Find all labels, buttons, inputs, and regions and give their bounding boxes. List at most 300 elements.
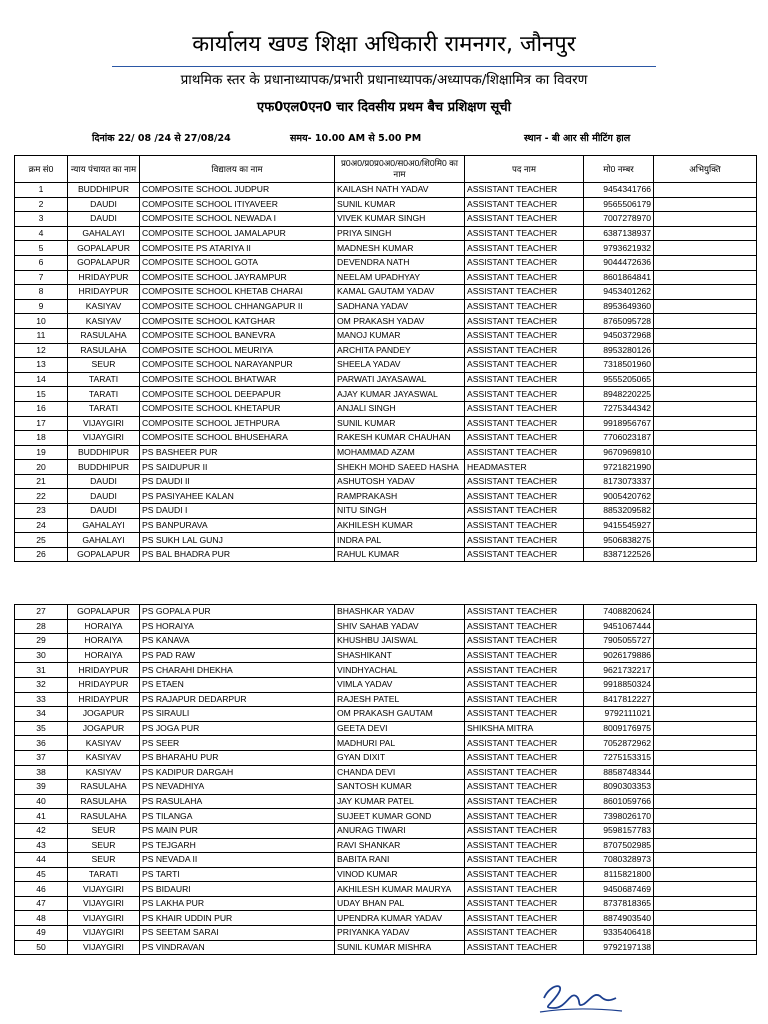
cell-sno: 17 (15, 416, 68, 431)
cell-block: JOGAPUR (68, 707, 140, 722)
cell-teacher: GYAN DIXIT (335, 750, 465, 765)
cell-teacher: SHASHIKANT (335, 648, 465, 663)
cell-mobile: 9555205065 (584, 372, 654, 387)
page-subtitle: प्राथमिक स्तर के प्रधानाध्यापक/प्रभारी प्रधानाध्यापक/अध्यापक/शिक्षामित्र का विवरण (180, 72, 588, 88)
cell-mobile: 9792111021 (584, 707, 654, 722)
cell-block: TARATI (68, 867, 140, 882)
list-title: एफ0एल0एन0 चार दिवसीय प्रथम बैच प्रशिक्षण सूची (257, 100, 511, 115)
signature-icon (536, 978, 626, 1022)
cell-school: COMPOSITE SCHOOL CHHANGAPUR II (140, 299, 335, 314)
cell-school: PS KADIPUR DARGAH (140, 765, 335, 780)
table-row (15, 750, 757, 765)
cell-remark (654, 882, 757, 897)
cell-remark (654, 474, 757, 489)
cell-sno: 43 (15, 838, 68, 853)
cell-sno: 10 (15, 314, 68, 329)
table-row (15, 867, 757, 882)
cell-remark (654, 896, 757, 911)
cell-teacher: BABITA RANI (335, 853, 465, 868)
time-label: समय- 10.00 AM से 5.00 PM (290, 133, 422, 144)
cell-block: BUDDHIPUR (68, 460, 140, 475)
cell-remark (654, 328, 757, 343)
table-row (15, 212, 757, 227)
cell-school: PS SAIDUPUR II (140, 460, 335, 475)
cell-block: HRIDAYPUR (68, 692, 140, 707)
column-header-mobile: मो0 नम्बर (584, 156, 654, 183)
table-row (15, 474, 757, 489)
cell-block: RASULAHA (68, 780, 140, 795)
cell-block: VIJAYGIRI (68, 911, 140, 926)
table-row (15, 314, 757, 329)
cell-school: COMPOSITE SCHOOL KHETAPUR (140, 401, 335, 416)
cell-remark (654, 518, 757, 533)
cell-sno: 15 (15, 387, 68, 402)
cell-sno: 36 (15, 736, 68, 751)
table-row (15, 241, 757, 256)
table-row (15, 780, 757, 795)
cell-sno: 25 (15, 533, 68, 548)
cell-teacher: MADHURI PAL (335, 736, 465, 751)
cell-sno: 48 (15, 911, 68, 926)
table-row (15, 911, 757, 926)
cell-school: PS SEETAM SARAI (140, 926, 335, 941)
cell-block: VIJAYGIRI (68, 926, 140, 941)
column-header-sno: क्रम सं0 (15, 156, 68, 183)
column-header-teacher: प्र0अ0/प्र0प्र0अ0/स0अ0/शि0मि0 का नाम (335, 156, 465, 183)
cell-school: COMPOSITE SCHOOL JAYRAMPUR (140, 270, 335, 285)
cell-mobile: 9450372968 (584, 328, 654, 343)
cell-school: PS NEVADA II (140, 853, 335, 868)
cell-remark (654, 387, 757, 402)
cell-block: HORAIYA (68, 619, 140, 634)
cell-sno: 26 (15, 547, 68, 562)
cell-block: DAUDI (68, 504, 140, 519)
cell-teacher: KAMAL GAUTAM YADAV (335, 285, 465, 300)
cell-sno: 13 (15, 358, 68, 373)
cell-mobile: 8417812227 (584, 692, 654, 707)
cell-post: ASSISTANT TEACHER (465, 504, 584, 519)
cell-block: GOPALAPUR (68, 255, 140, 270)
cell-remark (654, 270, 757, 285)
cell-post: ASSISTANT TEACHER (465, 853, 584, 868)
cell-post: ASSISTANT TEACHER (465, 489, 584, 504)
cell-sno: 21 (15, 474, 68, 489)
cell-block: KASIYAV (68, 750, 140, 765)
cell-remark (654, 299, 757, 314)
cell-teacher: SUNIL KUMAR (335, 197, 465, 212)
cell-post: ASSISTANT TEACHER (465, 183, 584, 198)
cell-remark (654, 853, 757, 868)
cell-post: ASSISTANT TEACHER (465, 314, 584, 329)
cell-school: PS JOGA PUR (140, 721, 335, 736)
cell-school: COMPOSITE SCHOOL JAMALAPUR (140, 226, 335, 241)
cell-school: PS KHAIR UDDIN PUR (140, 911, 335, 926)
cell-remark (654, 692, 757, 707)
cell-block: RASULAHA (68, 328, 140, 343)
cell-post: ASSISTANT TEACHER (465, 533, 584, 548)
cell-post: ASSISTANT TEACHER (465, 677, 584, 692)
cell-post: ASSISTANT TEACHER (465, 634, 584, 649)
cell-block: GOPALAPUR (68, 547, 140, 562)
table-row (15, 823, 757, 838)
cell-school: COMPOSITE SCHOOL BANEVRA (140, 328, 335, 343)
table-row (15, 387, 757, 402)
cell-teacher: SHEKH MOHD SAEED HASHA (335, 460, 465, 475)
cell-post: ASSISTANT TEACHER (465, 299, 584, 314)
table-row (15, 270, 757, 285)
cell-block: TARATI (68, 372, 140, 387)
cell-post: ASSISTANT TEACHER (465, 416, 584, 431)
cell-mobile: 9335406418 (584, 926, 654, 941)
cell-teacher: INDRA PAL (335, 533, 465, 548)
cell-school: COMPOSITE SCHOOL JETHPURA (140, 416, 335, 431)
cell-school: COMPOSITE SCHOOL KATGHAR (140, 314, 335, 329)
cell-sno: 12 (15, 343, 68, 358)
cell-post: ASSISTANT TEACHER (465, 926, 584, 941)
cell-school: COMPOSITE SCHOOL BHUSEHARA (140, 431, 335, 446)
cell-sno: 29 (15, 634, 68, 649)
cell-block: VIJAYGIRI (68, 882, 140, 897)
cell-teacher: SANTOSH KUMAR (335, 780, 465, 795)
cell-block: VIJAYGIRI (68, 896, 140, 911)
cell-block: VIJAYGIRI (68, 940, 140, 955)
cell-school: COMPOSITE SCHOOL KHETAB CHARAI (140, 285, 335, 300)
table-row (15, 358, 757, 373)
table-row (15, 460, 757, 475)
cell-remark (654, 605, 757, 620)
cell-teacher: BHASHKAR YADAV (335, 605, 465, 620)
table-row (15, 489, 757, 504)
cell-mobile: 6387138937 (584, 226, 654, 241)
cell-school: PS ETAEN (140, 677, 335, 692)
cell-post: ASSISTANT TEACHER (465, 707, 584, 722)
cell-school: PS KANAVA (140, 634, 335, 649)
cell-school: COMPOSITE SCHOOL BHATWAR (140, 372, 335, 387)
roster-table-part-1 (14, 155, 757, 562)
cell-school: PS RASULAHA (140, 794, 335, 809)
cell-school: PS GOPALA PUR (140, 605, 335, 620)
cell-mobile: 8858748344 (584, 765, 654, 780)
cell-block: VIJAYGIRI (68, 431, 140, 446)
cell-mobile: 9721821990 (584, 460, 654, 475)
cell-teacher: UDAY BHAN PAL (335, 896, 465, 911)
cell-remark (654, 838, 757, 853)
cell-mobile: 9450687469 (584, 882, 654, 897)
cell-mobile: 9506838275 (584, 533, 654, 548)
cell-mobile: 7080328973 (584, 853, 654, 868)
cell-remark (654, 197, 757, 212)
cell-teacher: SUNIL KUMAR MISHRA (335, 940, 465, 955)
cell-post: ASSISTANT TEACHER (465, 605, 584, 620)
cell-post: ASSISTANT TEACHER (465, 867, 584, 882)
cell-school: PS SIRAULI (140, 707, 335, 722)
cell-teacher: AKHILESH KUMAR (335, 518, 465, 533)
cell-post: ASSISTANT TEACHER (465, 197, 584, 212)
cell-mobile: 9670969810 (584, 445, 654, 460)
table-row (15, 183, 757, 198)
cell-teacher: RAJESH PATEL (335, 692, 465, 707)
table-row (15, 677, 757, 692)
cell-post: ASSISTANT TEACHER (465, 619, 584, 634)
cell-teacher: SUJEET KUMAR GOND (335, 809, 465, 824)
cell-block: DAUDI (68, 489, 140, 504)
cell-mobile: 8387122526 (584, 547, 654, 562)
table-row (15, 721, 757, 736)
cell-teacher: KAILASH NATH YADAV (335, 183, 465, 198)
cell-mobile: 9415545927 (584, 518, 654, 533)
cell-mobile: 9044472636 (584, 255, 654, 270)
cell-block: SEUR (68, 838, 140, 853)
cell-teacher: ANJALI SINGH (335, 401, 465, 416)
cell-teacher: ANURAG TIWARI (335, 823, 465, 838)
cell-sno: 34 (15, 707, 68, 722)
cell-mobile: 9453401262 (584, 285, 654, 300)
cell-block: HORAIYA (68, 634, 140, 649)
cell-teacher: GEETA DEVI (335, 721, 465, 736)
cell-mobile: 7275153315 (584, 750, 654, 765)
cell-school: PS NEVADHIYA (140, 780, 335, 795)
table-header-row (15, 156, 757, 183)
roster-table-part-2 (14, 604, 757, 955)
cell-block: TARATI (68, 387, 140, 402)
column-header-remark: अभियुक्ति (654, 156, 757, 183)
cell-block: HRIDAYPUR (68, 663, 140, 678)
cell-mobile: 8737818365 (584, 896, 654, 911)
cell-mobile: 9026179886 (584, 648, 654, 663)
cell-teacher: SHIV SAHAB YADAV (335, 619, 465, 634)
cell-teacher: SHEELA YADAV (335, 358, 465, 373)
cell-mobile: 8009176975 (584, 721, 654, 736)
cell-remark (654, 241, 757, 256)
cell-teacher: UPENDRA KUMAR YADAV (335, 911, 465, 926)
cell-sno: 23 (15, 504, 68, 519)
cell-post: ASSISTANT TEACHER (465, 518, 584, 533)
table-row (15, 518, 757, 533)
cell-remark (654, 721, 757, 736)
cell-sno: 47 (15, 896, 68, 911)
table-row (15, 619, 757, 634)
cell-remark (654, 401, 757, 416)
cell-remark (654, 226, 757, 241)
cell-block: BUDDHIPUR (68, 445, 140, 460)
cell-sno: 39 (15, 780, 68, 795)
table-row (15, 838, 757, 853)
cell-sno: 41 (15, 809, 68, 824)
table-row (15, 431, 757, 446)
cell-block: GAHALAYI (68, 518, 140, 533)
cell-school: COMPOSITE SCHOOL NEWADA I (140, 212, 335, 227)
cell-school: PS DAUDI II (140, 474, 335, 489)
cell-school: PS HORAIYA (140, 619, 335, 634)
cell-block: HORAIYA (68, 648, 140, 663)
table-row (15, 765, 757, 780)
cell-mobile: 9565506179 (584, 197, 654, 212)
cell-school: PS TEJGARH (140, 838, 335, 853)
cell-school: PS BANPURAVA (140, 518, 335, 533)
cell-post: ASSISTANT TEACHER (465, 736, 584, 751)
table-row (15, 896, 757, 911)
cell-sno: 2 (15, 197, 68, 212)
cell-post: ASSISTANT TEACHER (465, 547, 584, 562)
cell-mobile: 8874903540 (584, 911, 654, 926)
cell-sno: 7 (15, 270, 68, 285)
cell-post: ASSISTANT TEACHER (465, 372, 584, 387)
column-header-post: पद नाम (465, 156, 584, 183)
cell-post: ASSISTANT TEACHER (465, 255, 584, 270)
cell-remark (654, 445, 757, 460)
cell-school: PS TARTI (140, 867, 335, 882)
cell-sno: 45 (15, 867, 68, 882)
cell-teacher: PRIYA SINGH (335, 226, 465, 241)
cell-sno: 5 (15, 241, 68, 256)
cell-sno: 24 (15, 518, 68, 533)
cell-sno: 35 (15, 721, 68, 736)
cell-remark (654, 648, 757, 663)
cell-block: HRIDAYPUR (68, 270, 140, 285)
cell-teacher: VIMLA YADAV (335, 677, 465, 692)
cell-remark (654, 911, 757, 926)
table-row (15, 605, 757, 620)
cell-post: ASSISTANT TEACHER (465, 823, 584, 838)
cell-teacher: NEELAM UPADHYAY (335, 270, 465, 285)
cell-school: COMPOSITE SCHOOL MEURIYA (140, 343, 335, 358)
cell-teacher: MOHAMMAD AZAM (335, 445, 465, 460)
cell-sno: 16 (15, 401, 68, 416)
cell-remark (654, 765, 757, 780)
cell-post: ASSISTANT TEACHER (465, 780, 584, 795)
table-row (15, 343, 757, 358)
cell-school: COMPOSITE PS ATARIYA II (140, 241, 335, 256)
cell-mobile: 7706023187 (584, 431, 654, 446)
cell-post: ASSISTANT TEACHER (465, 358, 584, 373)
cell-remark (654, 867, 757, 882)
cell-post: ASSISTANT TEACHER (465, 663, 584, 678)
cell-block: GOPALAPUR (68, 605, 140, 620)
cell-teacher: AJAY KUMAR JAYASWAL (335, 387, 465, 402)
table-row (15, 648, 757, 663)
cell-mobile: 9918850324 (584, 677, 654, 692)
cell-mobile: 8173073337 (584, 474, 654, 489)
table-row (15, 226, 757, 241)
cell-post: ASSISTANT TEACHER (465, 474, 584, 489)
cell-school: PS BAL BHADRA PUR (140, 547, 335, 562)
table-row (15, 328, 757, 343)
cell-sno: 30 (15, 648, 68, 663)
cell-post: ASSISTANT TEACHER (465, 648, 584, 663)
cell-school: PS SEER (140, 736, 335, 751)
cell-block: DAUDI (68, 474, 140, 489)
cell-remark (654, 677, 757, 692)
table-row (15, 940, 757, 955)
cell-post: ASSISTANT TEACHER (465, 226, 584, 241)
cell-sno: 14 (15, 372, 68, 387)
cell-mobile: 9451067444 (584, 619, 654, 634)
cell-remark (654, 780, 757, 795)
cell-remark (654, 358, 757, 373)
cell-teacher: DEVENDRA NATH (335, 255, 465, 270)
cell-post: ASSISTANT TEACHER (465, 896, 584, 911)
cell-teacher: RAVI SHANKAR (335, 838, 465, 853)
cell-block: RASULAHA (68, 794, 140, 809)
cell-block: RASULAHA (68, 343, 140, 358)
table-row (15, 445, 757, 460)
cell-school: PS BIDAURI (140, 882, 335, 897)
cell-post: ASSISTANT TEACHER (465, 794, 584, 809)
cell-sno: 22 (15, 489, 68, 504)
cell-mobile: 9792197138 (584, 940, 654, 955)
cell-block: BUDDHIPUR (68, 183, 140, 198)
table-row (15, 533, 757, 548)
cell-sno: 3 (15, 212, 68, 227)
cell-school: PS BHARAHU PUR (140, 750, 335, 765)
cell-post: ASSISTANT TEACHER (465, 212, 584, 227)
cell-sno: 9 (15, 299, 68, 314)
cell-block: SEUR (68, 853, 140, 868)
cell-school: PS TILANGA (140, 809, 335, 824)
cell-mobile: 7408820624 (584, 605, 654, 620)
cell-remark (654, 431, 757, 446)
cell-remark (654, 212, 757, 227)
cell-mobile: 8090303353 (584, 780, 654, 795)
cell-post: ASSISTANT TEACHER (465, 328, 584, 343)
cell-school: COMPOSITE SCHOOL NARAYANPUR (140, 358, 335, 373)
cell-post: ASSISTANT TEACHER (465, 809, 584, 824)
cell-teacher: SUNIL KUMAR (335, 416, 465, 431)
cell-remark (654, 736, 757, 751)
cell-remark (654, 634, 757, 649)
cell-teacher: AKHILESH KUMAR MAURYA (335, 882, 465, 897)
cell-remark (654, 489, 757, 504)
cell-school: PS RAJAPUR DEDARPUR (140, 692, 335, 707)
cell-teacher: OM PRAKASH GAUTAM (335, 707, 465, 722)
cell-sno: 18 (15, 431, 68, 446)
cell-block: TARATI (68, 401, 140, 416)
title-rule (112, 66, 656, 67)
cell-post: ASSISTANT TEACHER (465, 270, 584, 285)
table-row (15, 809, 757, 824)
cell-sno: 42 (15, 823, 68, 838)
cell-sno: 32 (15, 677, 68, 692)
cell-mobile: 8953649360 (584, 299, 654, 314)
cell-block: KASIYAV (68, 314, 140, 329)
cell-remark (654, 343, 757, 358)
cell-mobile: 9918956767 (584, 416, 654, 431)
cell-mobile: 7398026170 (584, 809, 654, 824)
cell-block: RASULAHA (68, 809, 140, 824)
cell-teacher: PRIYANKA YADAV (335, 926, 465, 941)
cell-teacher: OM PRAKASH YADAV (335, 314, 465, 329)
cell-teacher: SADHANA YADAV (335, 299, 465, 314)
cell-school: PS MAIN PUR (140, 823, 335, 838)
cell-post: HEADMASTER (465, 460, 584, 475)
cell-mobile: 8601059766 (584, 794, 654, 809)
cell-remark (654, 794, 757, 809)
table-row (15, 285, 757, 300)
cell-post: ASSISTANT TEACHER (465, 750, 584, 765)
cell-post: ASSISTANT TEACHER (465, 401, 584, 416)
cell-sno: 31 (15, 663, 68, 678)
cell-sno: 11 (15, 328, 68, 343)
cell-post: ASSISTANT TEACHER (465, 940, 584, 955)
cell-mobile: 9621732217 (584, 663, 654, 678)
cell-remark (654, 750, 757, 765)
cell-teacher: RAHUL KUMAR (335, 547, 465, 562)
cell-remark (654, 183, 757, 198)
cell-remark (654, 533, 757, 548)
cell-mobile: 7052872962 (584, 736, 654, 751)
cell-block: SEUR (68, 358, 140, 373)
cell-remark (654, 663, 757, 678)
